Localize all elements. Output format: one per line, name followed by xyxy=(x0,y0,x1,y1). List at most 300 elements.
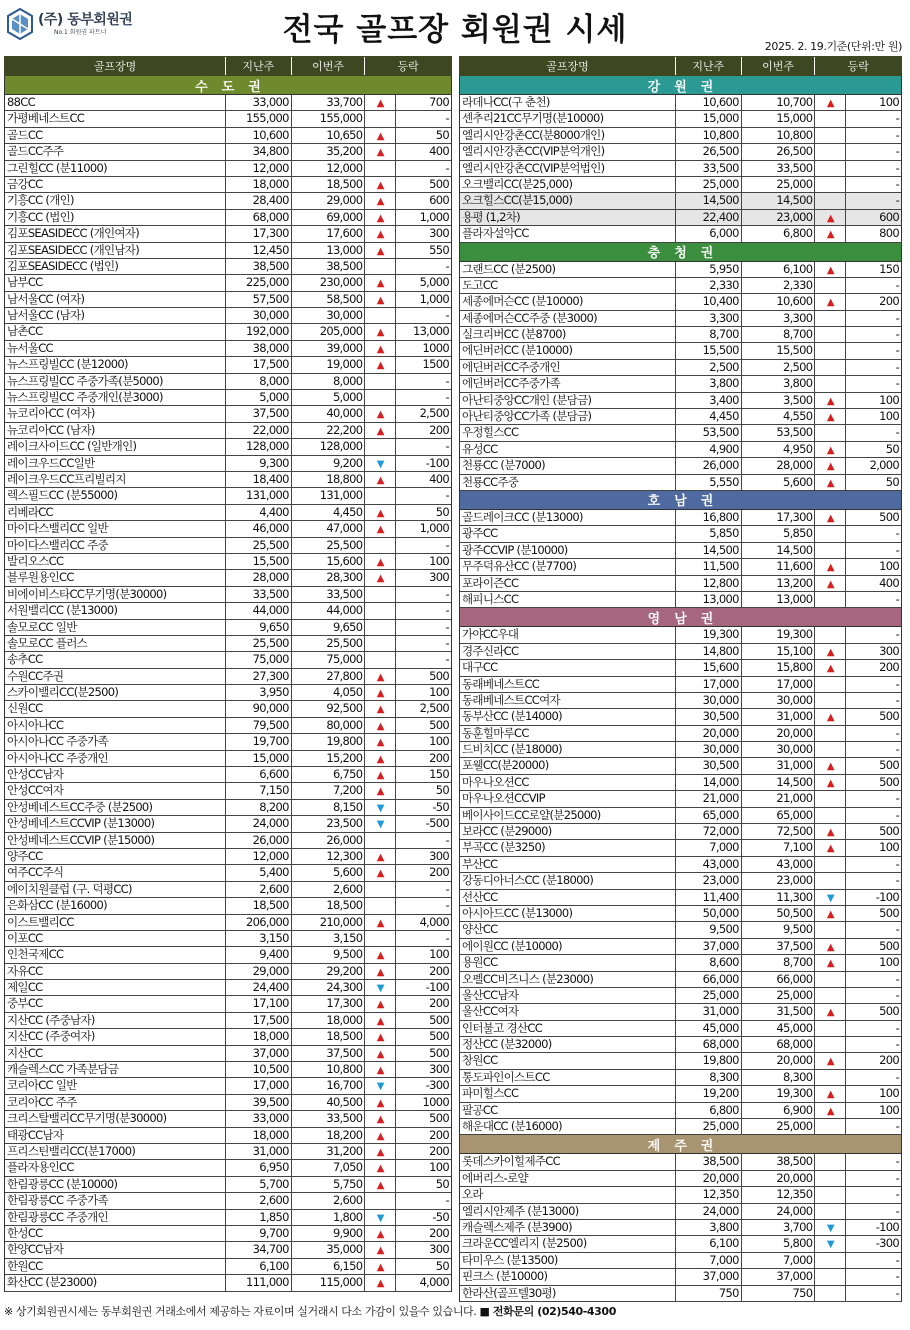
prev-week-price: 45,000 xyxy=(676,1021,742,1036)
up-arrow-icon: ▲ xyxy=(376,425,384,437)
this-week-price: 10,800 xyxy=(742,128,816,143)
table-row[interactable] xyxy=(5,308,451,324)
table-row[interactable] xyxy=(5,570,451,586)
table-row[interactable] xyxy=(5,1095,451,1111)
this-week-price: 6,750 xyxy=(292,767,366,782)
table-row[interactable] xyxy=(5,341,451,357)
logo-name: (주) 동부회원권 xyxy=(38,11,133,28)
table-row[interactable] xyxy=(460,543,901,559)
course-name: 화산CC (분23000) xyxy=(5,1275,226,1290)
course-name: 선산CC xyxy=(460,890,676,905)
price-change: 100 xyxy=(395,685,451,700)
up-arrow-icon: ▲ xyxy=(376,1278,384,1290)
prev-week-price: 5,950 xyxy=(676,262,742,277)
table-row[interactable] xyxy=(460,1220,901,1236)
table-row[interactable] xyxy=(460,193,901,209)
table-row[interactable] xyxy=(5,1046,451,1062)
table-row[interactable] xyxy=(5,816,451,832)
this-week-price: 40,500 xyxy=(292,1095,366,1110)
table-row[interactable] xyxy=(5,357,451,373)
price-change: 150 xyxy=(845,262,901,277)
table-row[interactable] xyxy=(5,980,451,996)
this-week-price: 23,500 xyxy=(292,816,366,831)
course-name: 뉴스프링빌CC 주중개인(분3000) xyxy=(5,390,226,405)
up-arrow-icon: ▲ xyxy=(376,1179,384,1191)
course-name: 오크힐스CC(분15,000) xyxy=(460,193,676,208)
table-row[interactable] xyxy=(5,1193,451,1209)
table-row[interactable] xyxy=(460,294,901,310)
change-arrow-icon xyxy=(815,327,845,342)
price-change: - xyxy=(845,677,901,692)
table-row[interactable] xyxy=(460,857,901,873)
table-row[interactable] xyxy=(460,559,901,575)
table-row[interactable] xyxy=(460,693,901,709)
up-arrow-icon: ▲ xyxy=(826,264,834,276)
this-week-price: 72,500 xyxy=(742,824,816,839)
change-arrow-icon xyxy=(815,278,845,293)
price-change: 1,000 xyxy=(395,521,451,536)
table-row[interactable] xyxy=(5,488,451,504)
table-row[interactable] xyxy=(460,360,901,376)
course-name: 울산CC여자 xyxy=(460,1004,676,1019)
price-change: - xyxy=(395,587,451,602)
table-row[interactable] xyxy=(5,1144,451,1160)
price-change: 2,500 xyxy=(395,406,451,421)
column-header-curr: 이번주 xyxy=(742,57,816,75)
course-name: 렉스필드CC (분55000) xyxy=(5,488,226,503)
course-name: 프리스틴밸리CC(분17000) xyxy=(5,1144,226,1159)
table-row[interactable] xyxy=(5,996,451,1012)
table-row[interactable] xyxy=(460,1004,901,1020)
this-week-price: 230,000 xyxy=(292,275,366,290)
table-row[interactable] xyxy=(460,1021,901,1037)
course-name: 안성베네스트CCVIP (분15000) xyxy=(5,833,226,848)
table-row[interactable] xyxy=(5,1128,451,1144)
prev-week-price: 30,000 xyxy=(226,308,292,323)
change-arrow-icon xyxy=(365,652,395,667)
up-arrow-icon: ▲ xyxy=(826,777,834,789)
table-row[interactable] xyxy=(460,458,901,474)
this-week-price: 15,800 xyxy=(742,660,816,675)
table-row[interactable] xyxy=(460,988,901,1004)
down-arrow-icon: ▼ xyxy=(826,1223,834,1234)
table-row[interactable] xyxy=(5,701,451,717)
course-name: 중부CC xyxy=(5,996,226,1011)
prev-week-price: 18,400 xyxy=(226,472,292,487)
course-name: 도고CC xyxy=(460,278,676,293)
price-change: 400 xyxy=(395,144,451,159)
change-arrow-icon xyxy=(815,693,845,708)
change-arrow-icon xyxy=(365,882,395,897)
up-arrow-icon: ▲ xyxy=(826,297,834,309)
price-change: - xyxy=(845,857,901,872)
table-row[interactable] xyxy=(460,262,901,278)
table-row[interactable] xyxy=(460,111,901,127)
course-name: 골드레이크CC (분13000) xyxy=(460,510,676,525)
table-row[interactable] xyxy=(460,1187,901,1203)
table-row[interactable] xyxy=(5,1275,451,1291)
price-change: 100 xyxy=(845,95,901,110)
table-row[interactable] xyxy=(5,915,451,931)
table-row[interactable] xyxy=(460,128,901,144)
table-header xyxy=(4,56,452,76)
table-row[interactable] xyxy=(5,931,451,947)
price-change: -50 xyxy=(395,800,451,815)
table-row[interactable] xyxy=(5,177,451,193)
table-row[interactable] xyxy=(460,906,901,922)
table-row[interactable] xyxy=(5,111,451,127)
table-row[interactable] xyxy=(5,292,451,308)
course-name: 아시아드CC (분13000) xyxy=(460,906,676,921)
prev-week-price: 17,000 xyxy=(226,1078,292,1093)
table-row[interactable] xyxy=(5,161,451,177)
prev-week-price: 90,000 xyxy=(226,701,292,716)
table-row[interactable] xyxy=(460,95,901,111)
table-row[interactable] xyxy=(460,627,901,643)
table-row[interactable] xyxy=(460,709,901,725)
up-arrow-icon: ▲ xyxy=(376,737,384,749)
table-row[interactable] xyxy=(5,603,451,619)
course-name: 세종에머슨CC주중 (분3000) xyxy=(460,311,676,326)
table-row[interactable] xyxy=(5,505,451,521)
table-row[interactable] xyxy=(5,751,451,767)
table-row[interactable] xyxy=(5,210,451,226)
course-name: 오펠CC비즈니스 (분23000) xyxy=(460,972,676,987)
table-row[interactable] xyxy=(5,652,451,668)
up-arrow-icon: ▲ xyxy=(376,1147,384,1158)
table-row[interactable] xyxy=(5,259,451,275)
prev-week-price: 44,000 xyxy=(226,603,292,618)
table-row[interactable] xyxy=(460,758,901,774)
price-change: 500 xyxy=(845,709,901,724)
table-row[interactable] xyxy=(460,442,901,458)
price-change: 1000 xyxy=(395,1095,451,1110)
table-row[interactable] xyxy=(5,882,451,898)
prev-week-price: 225,000 xyxy=(226,275,292,290)
course-name: 한림광릉CC 주중개인 xyxy=(5,1210,226,1225)
table-row[interactable] xyxy=(460,890,901,906)
table-row[interactable] xyxy=(5,144,451,160)
price-change: 200 xyxy=(395,996,451,1011)
table-row[interactable] xyxy=(460,939,901,955)
footer-note xyxy=(4,1303,616,1319)
table-row[interactable] xyxy=(460,1053,901,1069)
prev-week-price: 25,500 xyxy=(226,538,292,553)
table-row[interactable] xyxy=(5,1177,451,1193)
course-name: 부곡CC (분3250) xyxy=(460,840,676,855)
course-name: 이스트밸리CC xyxy=(5,915,226,930)
table-row[interactable] xyxy=(460,824,901,840)
table-row[interactable] xyxy=(460,1269,901,1285)
table-row[interactable] xyxy=(460,278,901,294)
table-row[interactable] xyxy=(460,1086,901,1102)
course-name: 팔공CC xyxy=(460,1103,676,1118)
change-arrow-icon xyxy=(365,161,395,176)
up-arrow-icon: ▲ xyxy=(376,770,384,782)
table-row[interactable] xyxy=(5,406,451,422)
course-name: 스카이밸리CC(분2500) xyxy=(5,685,226,700)
table-row[interactable] xyxy=(460,592,901,608)
up-arrow-icon: ▲ xyxy=(826,646,834,658)
prev-week-price: 25,000 xyxy=(676,177,742,192)
table-row[interactable] xyxy=(5,456,451,472)
table-row[interactable] xyxy=(460,1286,901,1302)
course-name: 라데나CC(구 춘천) xyxy=(460,95,676,110)
table-row[interactable] xyxy=(460,409,901,425)
table-row[interactable] xyxy=(5,685,451,701)
table-row[interactable] xyxy=(460,177,901,193)
course-name: 해피니스CC xyxy=(460,592,676,607)
prev-week-price: 26,000 xyxy=(676,458,742,473)
this-week-price: 12,000 xyxy=(292,161,366,176)
table-row[interactable] xyxy=(5,472,451,488)
this-week-price: 14,500 xyxy=(742,775,816,790)
table-row[interactable] xyxy=(5,1029,451,1045)
price-change: 1,000 xyxy=(395,292,451,307)
this-week-price: 22,200 xyxy=(292,423,366,438)
this-week-price: 10,800 xyxy=(292,1062,366,1077)
table-row[interactable] xyxy=(5,620,451,636)
table-row[interactable] xyxy=(5,324,451,340)
table-row[interactable] xyxy=(5,423,451,439)
prev-week-price: 12,350 xyxy=(676,1187,742,1202)
table-row[interactable] xyxy=(460,726,901,742)
table-row[interactable] xyxy=(5,1078,451,1094)
up-arrow-icon: ▲ xyxy=(376,1163,384,1175)
this-week-price: 38,500 xyxy=(742,1154,816,1169)
table-row[interactable] xyxy=(460,1171,901,1187)
prev-week-price: 3,950 xyxy=(226,685,292,700)
this-week-price: 68,000 xyxy=(742,1037,816,1052)
change-arrow-icon xyxy=(365,931,395,946)
course-name: 마우나오션CCVIP xyxy=(460,791,676,806)
table-row[interactable] xyxy=(460,226,901,242)
this-week-price: 20,000 xyxy=(742,1053,816,1068)
table-row[interactable] xyxy=(460,144,901,160)
table-row[interactable] xyxy=(460,475,901,491)
table-row[interactable] xyxy=(460,660,901,676)
this-week-price: 115,000 xyxy=(292,1275,366,1290)
table-row[interactable] xyxy=(460,1037,901,1053)
prev-week-price: 8,300 xyxy=(676,1070,742,1085)
table-row[interactable] xyxy=(5,636,451,652)
table-row[interactable] xyxy=(5,1013,451,1029)
table-row[interactable] xyxy=(460,376,901,392)
table-row[interactable] xyxy=(5,128,451,144)
this-week-price: 10,650 xyxy=(292,128,366,143)
table-row[interactable] xyxy=(5,1226,451,1242)
table-row[interactable] xyxy=(5,587,451,603)
table-row[interactable] xyxy=(460,677,901,693)
course-name: 부산CC xyxy=(460,857,676,872)
price-change: 100 xyxy=(845,1086,901,1101)
price-change: 1500 xyxy=(395,357,451,372)
change-arrow-icon xyxy=(815,311,845,326)
table-row[interactable] xyxy=(460,393,901,409)
table-row[interactable] xyxy=(5,390,451,406)
table-row[interactable] xyxy=(5,783,451,799)
table-row[interactable] xyxy=(5,95,451,111)
table-row[interactable] xyxy=(5,1062,451,1078)
table-row[interactable] xyxy=(460,1236,901,1252)
table-row[interactable] xyxy=(460,1103,901,1119)
course-name: 안성CC여자 xyxy=(5,783,226,798)
course-name: 지산CC xyxy=(5,1046,226,1061)
course-name: 한성CC xyxy=(5,1226,226,1241)
price-change: - xyxy=(395,308,451,323)
prev-week-price: 15,000 xyxy=(226,751,292,766)
course-name: 양주CC xyxy=(5,849,226,864)
table-row[interactable] xyxy=(460,1154,901,1170)
up-arrow-icon: ▲ xyxy=(376,212,384,224)
table-row[interactable] xyxy=(460,873,901,889)
table-row[interactable] xyxy=(460,808,901,824)
prev-week-price: 8,200 xyxy=(226,800,292,815)
table-row[interactable] xyxy=(460,161,901,177)
course-name: 천룡CC주중 xyxy=(460,475,676,490)
price-change: - xyxy=(845,1154,901,1169)
table-row[interactable] xyxy=(5,521,451,537)
table-row[interactable] xyxy=(460,425,901,441)
table-row[interactable] xyxy=(5,193,451,209)
change-arrow-icon xyxy=(815,857,845,872)
prev-week-price: 14,000 xyxy=(676,775,742,790)
table-row[interactable] xyxy=(5,849,451,865)
table-row[interactable] xyxy=(460,791,901,807)
table-row[interactable] xyxy=(460,840,901,856)
table-row[interactable] xyxy=(460,972,901,988)
this-week-price: 7,200 xyxy=(292,783,366,798)
table-row[interactable] xyxy=(460,327,901,343)
this-week-price: 39,000 xyxy=(292,341,366,356)
price-change: -100 xyxy=(395,456,451,471)
table-row[interactable] xyxy=(460,955,901,971)
table-row[interactable] xyxy=(460,311,901,327)
course-name: 경주신라CC xyxy=(460,644,676,659)
change-arrow-icon xyxy=(815,360,845,375)
this-week-price: 11,300 xyxy=(742,890,816,905)
table-row[interactable] xyxy=(460,922,901,938)
prev-week-price: 19,200 xyxy=(676,1086,742,1101)
change-arrow-icon xyxy=(815,343,845,358)
prev-week-price: 4,450 xyxy=(676,409,742,424)
this-week-price: 5,800 xyxy=(742,1236,816,1251)
column-header-change: 등락 xyxy=(847,60,869,73)
page-title: 전국 골프장 회원권 시세 xyxy=(282,12,628,48)
this-week-price: 28,000 xyxy=(742,458,816,473)
course-name: 크리스탈밸리CC무기명(분30000) xyxy=(5,1111,226,1126)
table-row[interactable] xyxy=(5,439,451,455)
prev-week-price: 8,600 xyxy=(676,955,742,970)
course-name: 용평 (1,2차) xyxy=(460,210,676,225)
up-arrow-icon: ▲ xyxy=(376,851,384,863)
table-row[interactable] xyxy=(5,374,451,390)
table-row[interactable] xyxy=(460,644,901,660)
price-change: - xyxy=(845,1119,901,1134)
table-row[interactable] xyxy=(460,1119,901,1135)
table-row[interactable] xyxy=(5,243,451,259)
table-row[interactable] xyxy=(460,343,901,359)
table-row[interactable] xyxy=(5,1111,451,1127)
table-row[interactable] xyxy=(5,964,451,980)
table-row[interactable] xyxy=(5,947,451,963)
table-row[interactable] xyxy=(5,833,451,849)
up-arrow-icon: ▲ xyxy=(376,507,384,519)
change-arrow-icon xyxy=(815,742,845,757)
course-name: 마이다스밸리CC 주중 xyxy=(5,538,226,553)
table-row[interactable] xyxy=(5,1160,451,1176)
course-name: 뉴서울CC xyxy=(5,341,226,356)
contact-phone[interactable]: ■ 전화문의 (02)540-4300 xyxy=(479,1305,616,1318)
price-change: 100 xyxy=(395,554,451,569)
prev-week-price: 29,000 xyxy=(226,964,292,979)
prev-week-price: 5,000 xyxy=(226,390,292,405)
this-week-price: 11,600 xyxy=(742,559,816,574)
table-row[interactable] xyxy=(5,1259,451,1275)
table-row[interactable] xyxy=(5,800,451,816)
table-row[interactable] xyxy=(5,538,451,554)
course-name: 동훈힐마루CC xyxy=(460,726,676,741)
table-row[interactable] xyxy=(5,669,451,685)
change-arrow-icon xyxy=(815,1286,845,1301)
table-row[interactable] xyxy=(5,275,451,291)
table-row[interactable] xyxy=(5,734,451,750)
table-row[interactable] xyxy=(460,526,901,542)
course-name: 한림광릉CC 주중가족 xyxy=(5,1193,226,1208)
table-row[interactable] xyxy=(5,554,451,570)
course-name: 뉴스프링빌CC 주중가족(분5000) xyxy=(5,374,226,389)
table-row[interactable] xyxy=(460,1204,901,1220)
table-row[interactable] xyxy=(460,1070,901,1086)
prev-week-price: 24,000 xyxy=(226,816,292,831)
table-row[interactable] xyxy=(460,1253,901,1269)
change-arrow-icon xyxy=(365,833,395,848)
price-change: -300 xyxy=(845,1236,901,1251)
up-arrow-icon: ▲ xyxy=(376,130,384,142)
this-week-price: 5,750 xyxy=(292,1177,366,1192)
table-row[interactable] xyxy=(460,576,901,592)
this-week-price: 8,150 xyxy=(292,800,366,815)
course-name: 광주CC xyxy=(460,526,676,541)
course-name: 인천국제CC xyxy=(5,947,226,962)
price-change: 100 xyxy=(845,559,901,574)
table-row[interactable] xyxy=(5,865,451,881)
prev-week-price: 38,500 xyxy=(676,1154,742,1169)
table-row[interactable] xyxy=(5,1210,451,1226)
this-week-price: 4,950 xyxy=(742,442,816,457)
table-row[interactable] xyxy=(5,226,451,242)
this-week-price: 155,000 xyxy=(292,111,366,126)
table-row[interactable] xyxy=(5,898,451,914)
table-row[interactable] xyxy=(460,510,901,526)
change-arrow-icon xyxy=(815,922,845,937)
up-arrow-icon: ▲ xyxy=(826,412,834,424)
price-change: - xyxy=(395,1193,451,1208)
table-row[interactable] xyxy=(5,718,451,734)
table-row[interactable] xyxy=(460,742,901,758)
course-name: 여주CC주식 xyxy=(5,865,226,880)
table-row[interactable] xyxy=(460,210,901,226)
this-week-price: 26,000 xyxy=(292,833,366,848)
table-row[interactable] xyxy=(460,775,901,791)
table-row[interactable] xyxy=(5,1242,451,1258)
prev-week-price: 9,300 xyxy=(226,456,292,471)
change-arrow-icon xyxy=(815,376,845,391)
table-row[interactable] xyxy=(5,767,451,783)
prev-week-price: 750 xyxy=(676,1286,742,1301)
course-name: 레이크사이드CC (일반개인) xyxy=(5,439,226,454)
this-week-price: 25,500 xyxy=(292,636,366,651)
